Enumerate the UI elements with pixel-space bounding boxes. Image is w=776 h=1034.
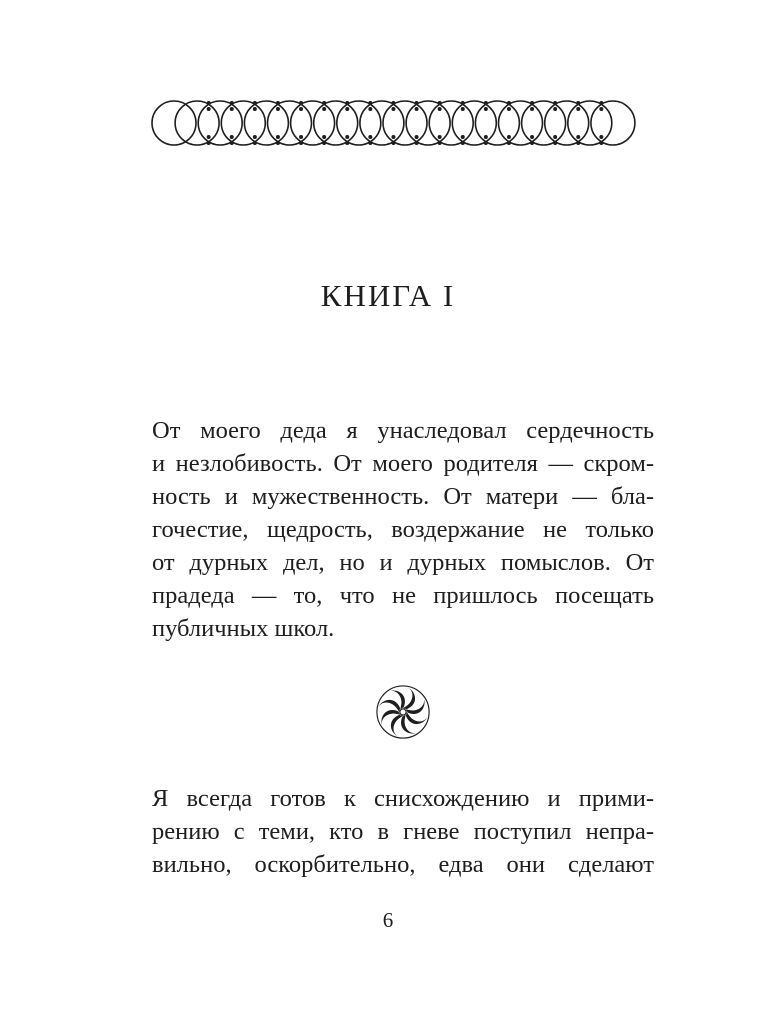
swirl-rosette-icon bbox=[374, 683, 432, 741]
text-line: гочестие, щедрость, воздержание не только bbox=[152, 516, 654, 543]
text-line: от дурных дел, но и дурных помыслов. От bbox=[152, 549, 654, 576]
text-line: рению с теми, кто в гневе поступил непра- bbox=[152, 818, 654, 845]
chapter-title: КНИГА I bbox=[320, 278, 456, 313]
text-line: публичных школ. bbox=[152, 615, 335, 642]
text-line: От моего деда я унаследовал сердечность bbox=[152, 417, 654, 444]
text-line: Я всегда готов к снисхождению и прими- bbox=[152, 785, 654, 812]
interlaced-rings-ornament-icon bbox=[150, 98, 656, 148]
paragraph-2 bbox=[152, 782, 654, 881]
text-line: ность и мужественность. От матери — бла- bbox=[152, 483, 654, 510]
text-line: и незлобивость. От моего родителя — скром- bbox=[152, 450, 654, 477]
text-line: прадеда — то, что не пришлось посещать bbox=[152, 582, 654, 609]
text-line: вильно, оскорбительно, едва они сделают bbox=[152, 851, 654, 878]
page-number: 6 bbox=[382, 908, 394, 932]
paragraph-1 bbox=[152, 414, 654, 645]
